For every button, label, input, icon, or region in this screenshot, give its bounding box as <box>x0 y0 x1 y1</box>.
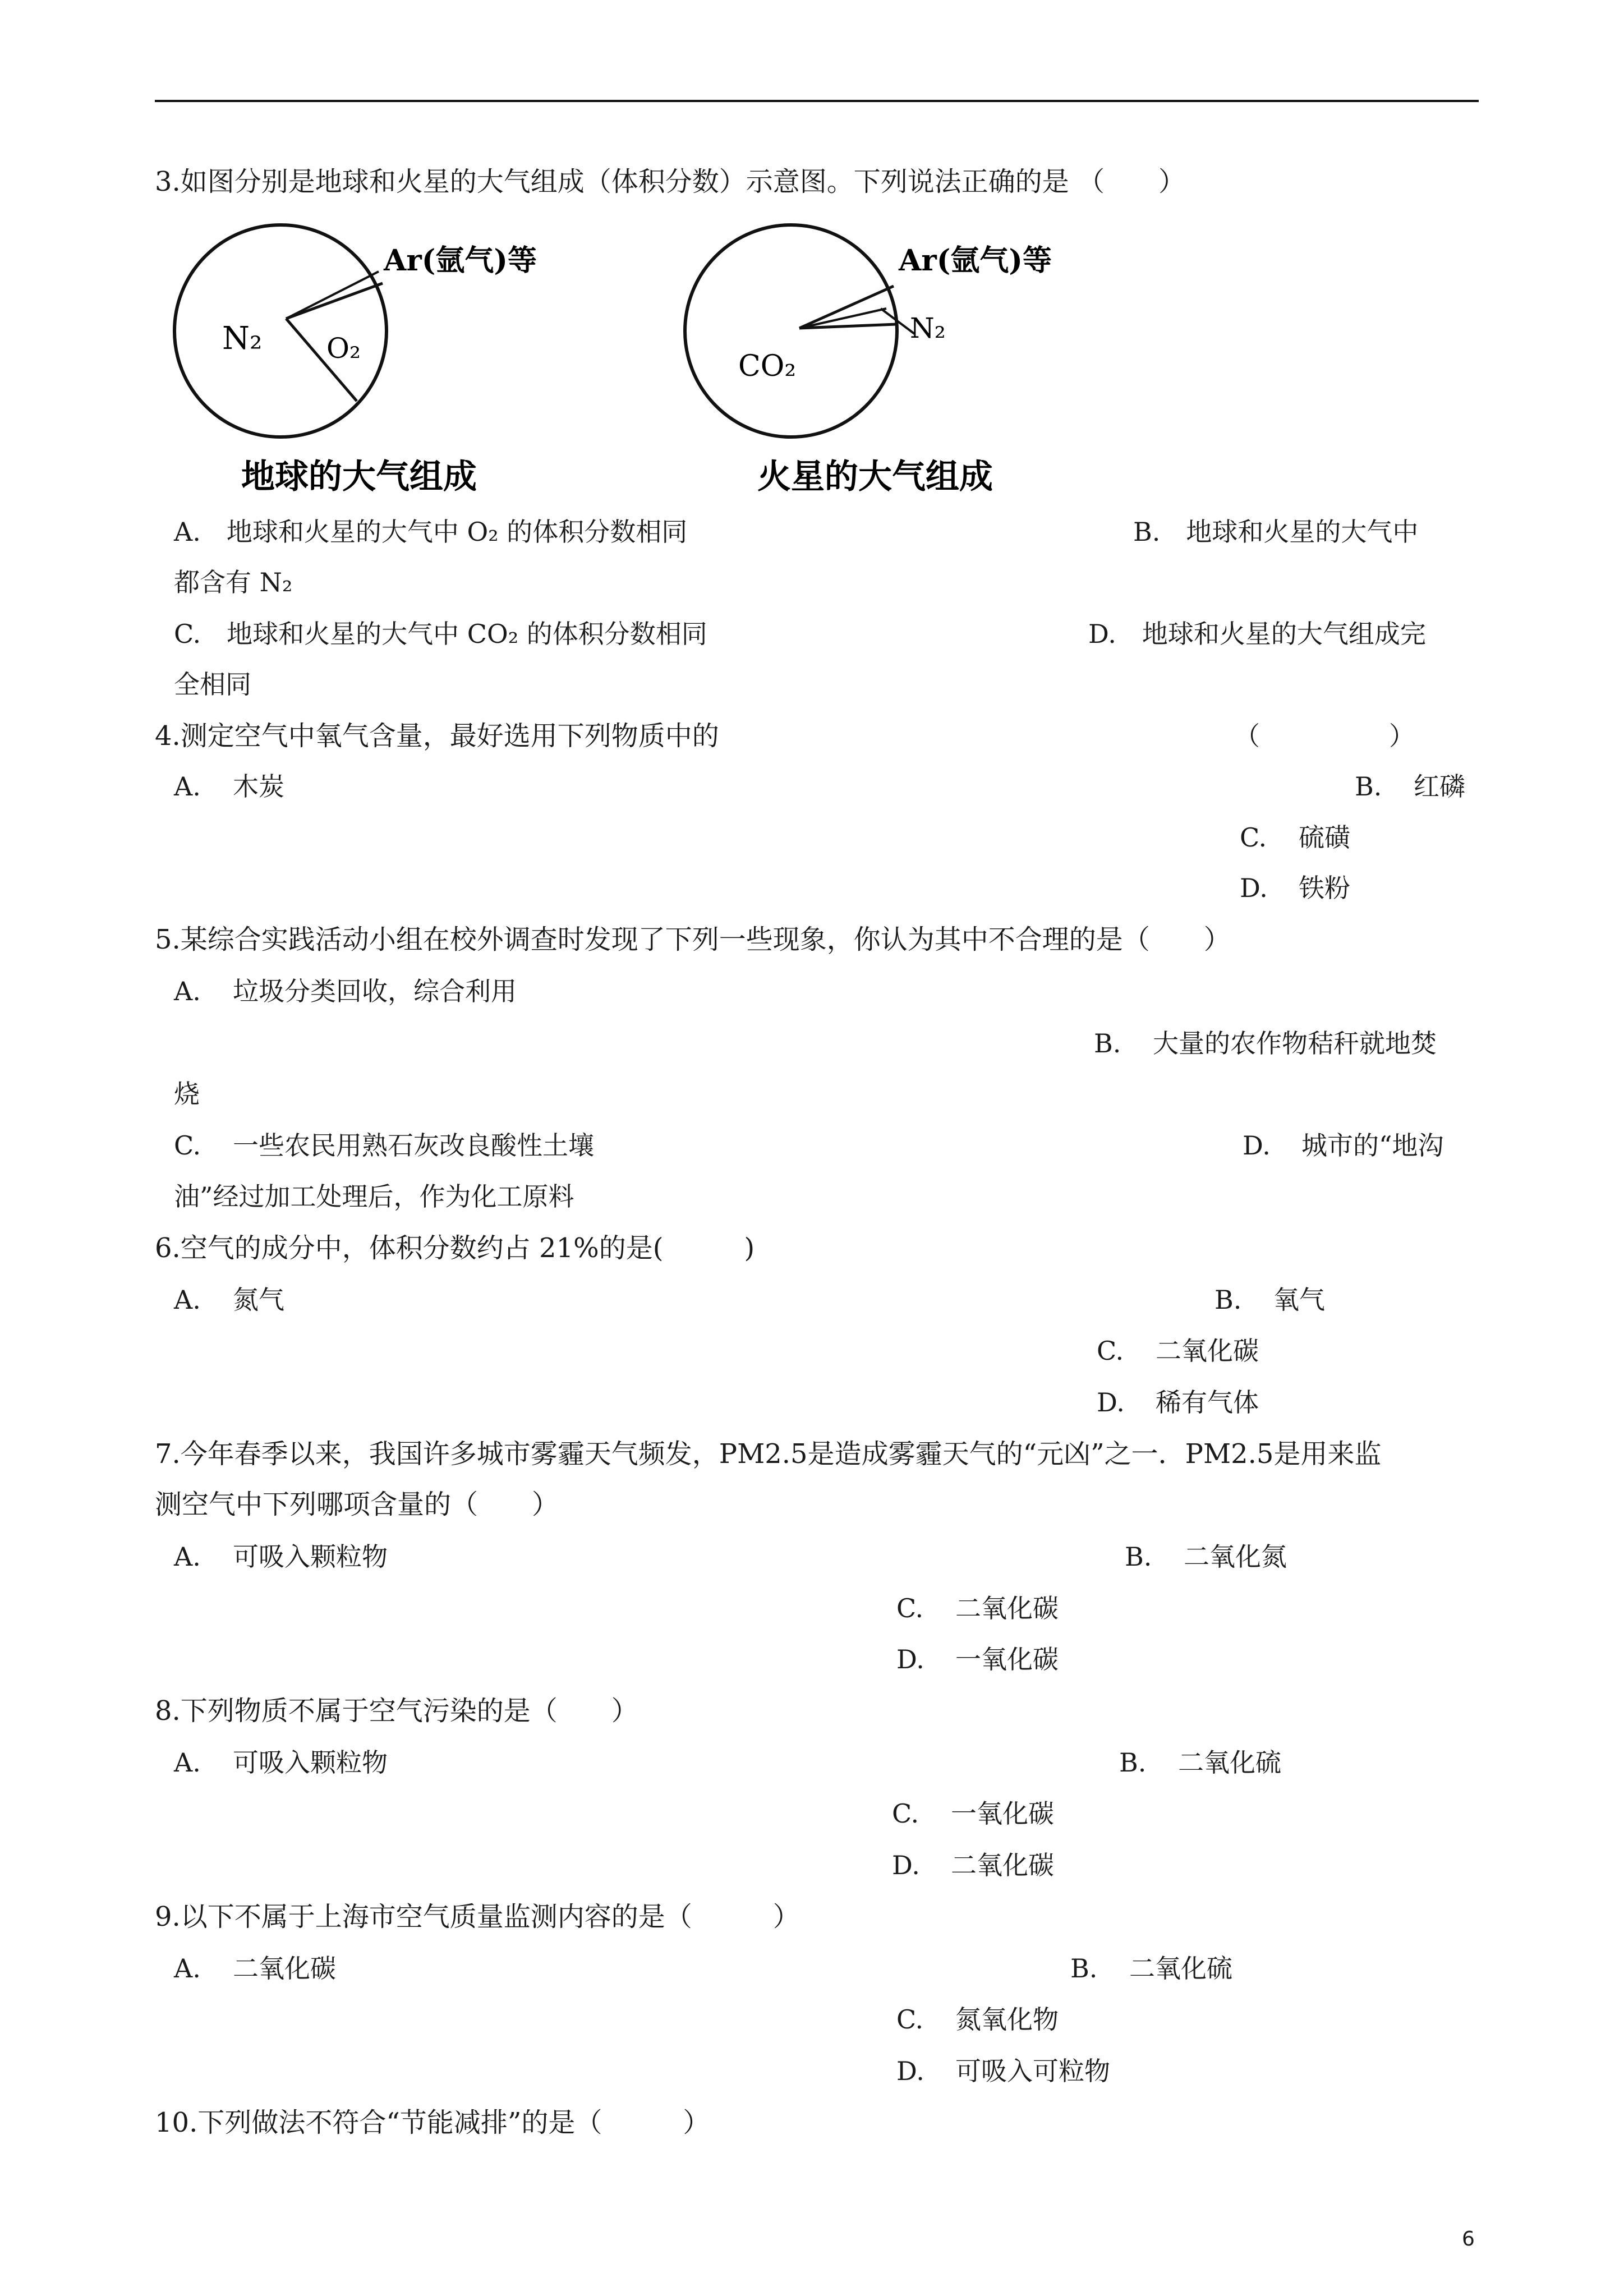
q9-option-b: B. 二氧化硫 <box>1070 1953 1232 1984</box>
earth-n2-label: N₂ <box>222 320 263 357</box>
q9-stem: 9.以下不属于上海市空气质量监测内容的是（ ） <box>155 1901 800 1932</box>
q3-option-c: C. 地球和火星的大气中 CO₂ 的体积分数相同 <box>174 619 707 649</box>
mars-n2-label: N₂ <box>910 312 946 344</box>
header-rule <box>155 100 1479 102</box>
q9-option-d: D. 可吸入可粒物 <box>896 2056 1110 2086</box>
q7-option-a: A. 可吸入颗粒物 <box>174 1542 388 1572</box>
q4-option-b: B. 红磷 <box>1355 771 1465 802</box>
earth-ar-line <box>286 283 383 319</box>
q3-option-b: B. 地球和火星的大气中 <box>1133 517 1419 547</box>
q7-option-d: D. 一氧化碳 <box>896 1644 1059 1674</box>
q9-option-a: A. 二氧化碳 <box>174 1953 336 1984</box>
q6-option-c: C. 二氧化碳 <box>1097 1336 1259 1366</box>
q7-option-b: B. 二氧化氮 <box>1125 1542 1287 1572</box>
mars-ar-line <box>799 286 894 328</box>
q4-stem: 4.测定空气中氧气含量，最好选用下列物质中的 <box>155 720 719 752</box>
q3-option-d-cont: 全相同 <box>174 669 251 700</box>
q7-stem: 7.今年春季以来，我国许多城市雾霾天气频发，PM2.5是造成雾霾天气的“元凶”之一．PM2.5是用来监 <box>155 1438 1382 1470</box>
q5-option-d: D. 城市的“地沟 <box>1243 1130 1444 1161</box>
mars-pie-outline <box>685 225 897 437</box>
earth-o2-label: O₂ <box>326 332 361 365</box>
mars-ar-label: Ar(氩气)等 <box>899 243 1052 278</box>
q5-option-d-cont: 油”经过加工处理后，作为化工原料 <box>174 1181 574 1212</box>
q4-option-d: D. 铁粉 <box>1240 873 1350 903</box>
q8-option-c: C. 一氧化碳 <box>892 1798 1054 1829</box>
q5-option-b-cont: 烧 <box>174 1079 200 1109</box>
q6-stem: 6.空气的成分中，体积分数约占 21%的是( ) <box>155 1232 755 1264</box>
q3-option-d: D. 地球和火星的大气组成完 <box>1088 619 1426 649</box>
q5-option-b: B. 大量的农作物秸秆就地焚 <box>1094 1028 1437 1059</box>
page-number: 6 <box>1462 2228 1475 2251</box>
earth-ar-label: Ar(氩气)等 <box>384 243 537 278</box>
q8-option-b: B. 二氧化硫 <box>1119 1747 1281 1778</box>
q4-option-c: C. 硫磺 <box>1240 822 1350 853</box>
q8-stem: 8.下列物质不属于空气污染的是（ ） <box>155 1695 638 1727</box>
earth-ar-line2 <box>286 272 379 319</box>
q4-option-a: A. 木炭 <box>174 771 284 802</box>
mars-atmosphere-chart <box>679 219 1105 510</box>
earth-caption: 地球的大气组成 <box>241 457 477 496</box>
q3-stem: 3.如图分别是地球和火星的大气组成（体积分数）示意图。下列说法正确的是 （ ） <box>155 166 1186 197</box>
earth-pie-outline <box>174 225 387 437</box>
q6-option-a: A. 氮气 <box>174 1285 284 1315</box>
mars-caption: 火星的大气组成 <box>757 457 993 496</box>
q6-option-b: B. 氧气 <box>1214 1285 1325 1315</box>
q3-option-a: A. 地球和火星的大气中 O₂ 的体积分数相同 <box>174 517 688 547</box>
q9-option-c: C. 氮氧化物 <box>896 2004 1059 2035</box>
q7-stem-cont: 测空气中下列哪项含量的（ ） <box>155 1489 559 1520</box>
q7-option-c: C. 二氧化碳 <box>896 1593 1059 1623</box>
q3-option-b-cont: 都含有 N₂ <box>174 567 293 597</box>
q4-answer-paren: （ ） <box>1234 721 1415 751</box>
q5-option-c: C. 一些农民用熟石灰改良酸性土壤 <box>174 1130 594 1161</box>
q5-option-a: A. 垃圾分类回收，综合利用 <box>174 976 517 1006</box>
q8-option-a: A. 可吸入颗粒物 <box>174 1747 388 1778</box>
mars-co2-label: CO₂ <box>738 349 797 383</box>
earth-atmosphere-chart <box>168 219 595 510</box>
q6-option-d: D. 稀有气体 <box>1097 1387 1259 1418</box>
q10-stem: 10.下列做法不符合“节能减排”的是（ ） <box>155 2107 710 2138</box>
q8-option-d: D. 二氧化碳 <box>892 1850 1054 1880</box>
q5-stem: 5.某综合实践活动小组在校外调查时发现了下列一些现象，你认为其中不合理的是（ ） <box>155 924 1231 955</box>
